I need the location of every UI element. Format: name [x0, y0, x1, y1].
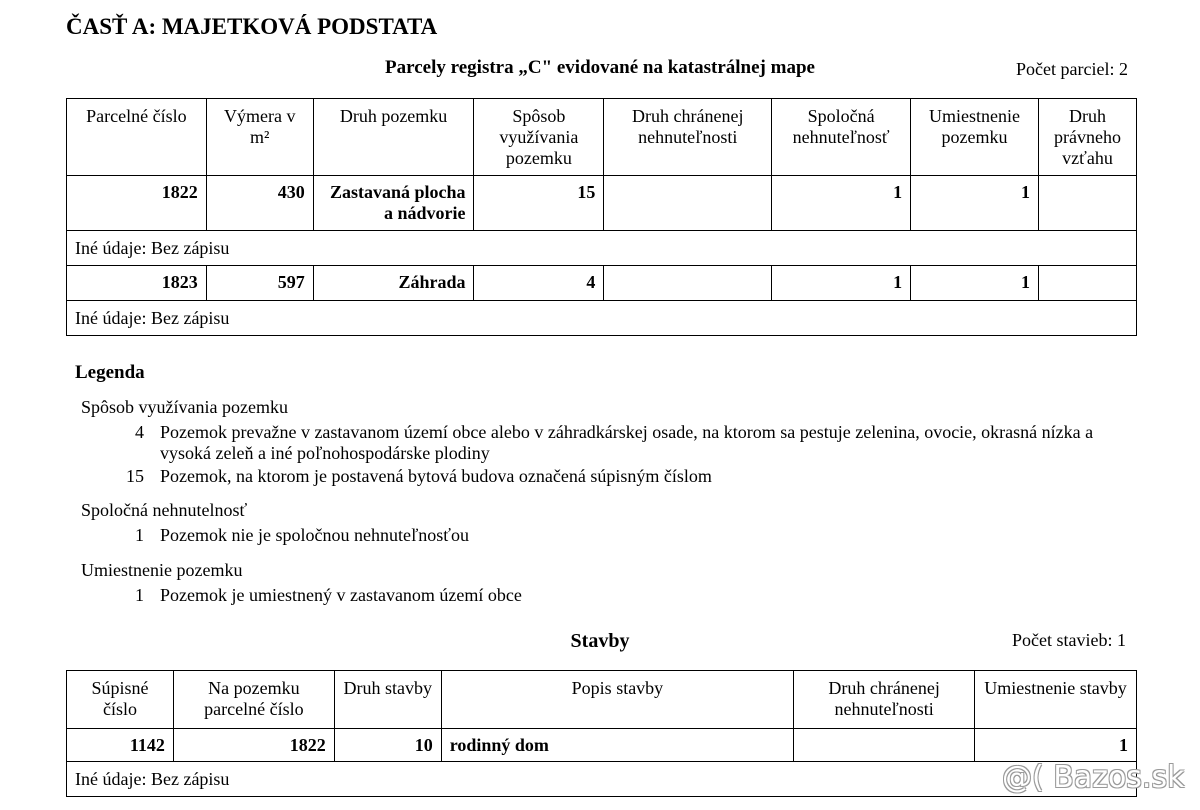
cell-area: 430 [206, 176, 313, 231]
table-row [67, 266, 1137, 301]
section-title: ČASŤ A: MAJETKOVÁ PODSTATA [66, 14, 438, 39]
buildings-table [66, 670, 1137, 797]
cell-location: 1 [911, 266, 1039, 301]
legend-location-heading: Umiestnenie pozemku [81, 560, 243, 580]
cell-usage: 4 [474, 266, 604, 301]
legend-code: 1 [135, 585, 144, 605]
parcels-subtitle: Parcely registra „C" evidované na katastrálnej mape [385, 57, 815, 78]
legend-title: Legenda [75, 362, 145, 383]
table-row [67, 729, 1137, 762]
header-druh-stavby: Druh stavby [334, 671, 441, 729]
cell-legal [1039, 176, 1137, 231]
header-common: Spoločná nehnuteľnosť [772, 99, 911, 176]
legend-code: 1 [135, 525, 144, 545]
cell-land-type: Záhrada [313, 266, 474, 301]
legend-text: Pozemok prevažne v zastavanom území obce alebo v záhradkárskej osade, na ktorom sa pestuje zelenina, ovocie, okrasná nízka a vysoká zeleň a iné poľnohospodárske plodiny [160, 422, 1094, 463]
cell-supisne-cislo: 1142 [67, 729, 174, 762]
header-popis-stavby: Popis stavby [441, 671, 793, 729]
cell-common: 1 [772, 176, 911, 231]
note-text: Iné údaje: Bez zápisu [67, 301, 1137, 336]
note-text: Iné údaje: Bez zápisu [67, 762, 1137, 797]
cell-land-type: Zastavaná plocha a nádvorie [313, 176, 474, 231]
legend-text: Pozemok nie je spoločnou nehnuteľnosťou [160, 525, 469, 545]
header-druh-chranenej: Druh chránenej nehnuteľnosti [794, 671, 975, 729]
header-usage: Spôsob využívania pozemku [474, 99, 604, 176]
cell-druh-chranenej [794, 729, 975, 762]
table-row-note [67, 762, 1137, 797]
cell-legal [1039, 266, 1137, 301]
cell-na-pozemku: 1822 [173, 729, 334, 762]
table-row-note [67, 301, 1137, 336]
header-location: Umiestnenie pozemku [911, 99, 1039, 176]
legend-text: Pozemok je umiestnený v zastavanom území obce [160, 585, 522, 605]
cell-druh-stavby: 10 [334, 729, 441, 762]
header-parcel-number: Parcelné číslo [67, 99, 207, 176]
cell-parcel-number: 1822 [67, 176, 207, 231]
table-row-note [67, 231, 1137, 266]
parcels-table [66, 98, 1137, 336]
cell-parcel-number: 1823 [67, 266, 207, 301]
legend-code: 4 [135, 422, 144, 442]
cell-popis-stavby: rodinný dom [441, 729, 793, 762]
buildings-title: Stavby [570, 630, 630, 652]
parcel-count: Počet parciel: 2 [1016, 59, 1128, 79]
header-land-type: Druh pozemku [313, 99, 474, 176]
table-row [67, 176, 1137, 231]
bazos-watermark: @( Bazos.sk [1002, 760, 1185, 795]
header-supisne-cislo: Súpisné číslo [67, 671, 174, 729]
cell-protected [604, 266, 772, 301]
buildings-header-row [67, 671, 1137, 729]
cell-usage: 15 [474, 176, 604, 231]
header-area: Výmera v m² [206, 99, 313, 176]
cell-umiestnenie-stavby: 1 [975, 729, 1137, 762]
cell-location: 1 [911, 176, 1039, 231]
cell-area: 597 [206, 266, 313, 301]
header-na-pozemku: Na pozemku parcelné číslo [173, 671, 334, 729]
header-umiestnenie-stavby: Umiestnenie stavby [975, 671, 1137, 729]
legend-common-heading: Spoločná nehnutelnosť [81, 500, 248, 520]
note-text: Iné údaje: Bez zápisu [67, 231, 1137, 266]
cell-common: 1 [772, 266, 911, 301]
buildings-count: Počet stavieb: 1 [1012, 630, 1126, 650]
header-legal: Druh právneho vzťahu [1039, 99, 1137, 176]
legend-code: 15 [126, 466, 144, 486]
cell-protected [604, 176, 772, 231]
header-protected: Druh chránenej nehnuteľnosti [604, 99, 772, 176]
parcels-header-row [67, 99, 1137, 176]
legend-usage-heading: Spôsob využívania pozemku [81, 397, 288, 417]
legend-text: Pozemok, na ktorom je postavená bytová budova označená súpisným číslom [160, 466, 712, 486]
